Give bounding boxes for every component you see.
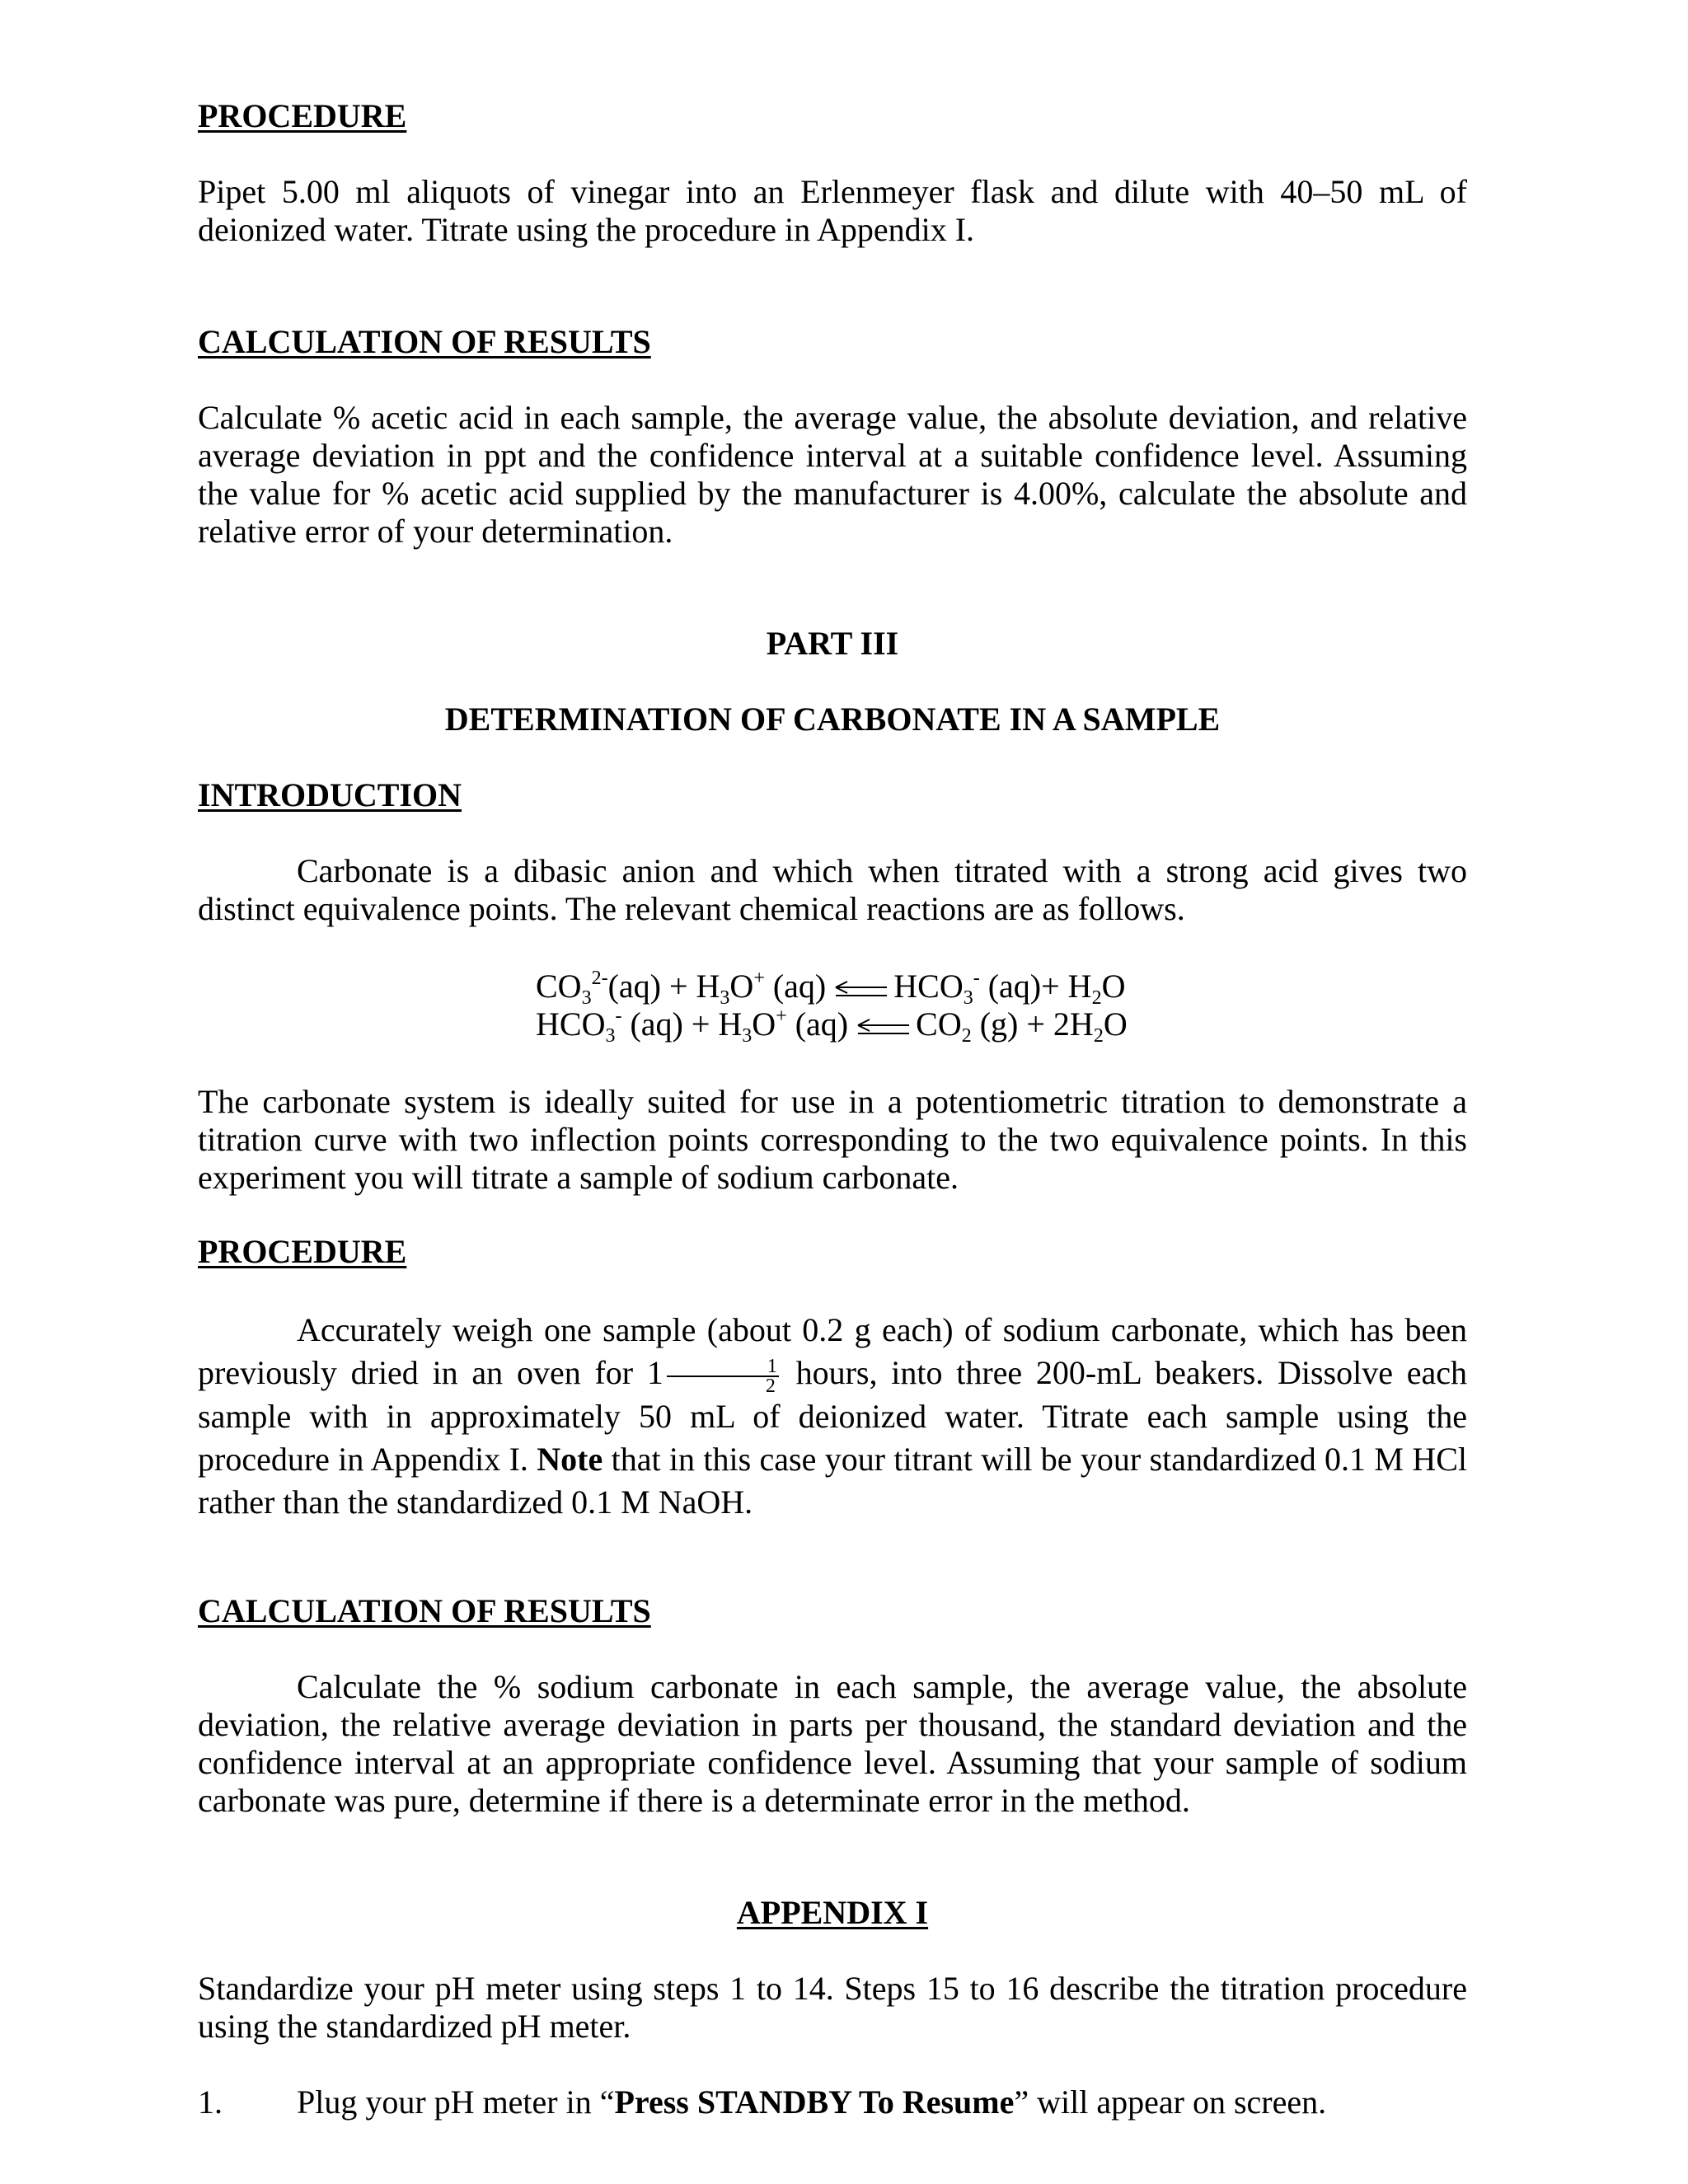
step-item xyxy=(198,2083,1467,2121)
one-half-fraction: $\frac{1}{2}$ xyxy=(667,1357,779,1395)
part-subtitle: DETERMINATION OF CARBONATE IN A SAMPLE xyxy=(444,701,1221,738)
equation-1: $CO_3^{2-}(aq) + H_3O^+$ (aq) $HCO_3^-$ $(aq)+ H_2O$ xyxy=(536,968,1126,1009)
part-title: PART III xyxy=(766,625,899,662)
appendix-paragraph: Standardize your pH meter using steps 1 to 14. Steps 15 to 16 describe the titration procedure using the standardized pH meter. xyxy=(198,1970,1467,2045)
procedure-heading: PROCEDURE xyxy=(198,97,407,134)
step-text: Plug your pH meter in “Press STANDBY To Resume” will appear on screen. xyxy=(297,2083,1327,2121)
calculation-paragraph-2: Calculate the % sodium carbonate in each sample, the average value, the absolute deviation, the relative average deviation in parts per thousand, the standard deviation and the confidence interval at an appropriate confidence level. Assuming that your sample of sodium carbonate was pure, determine if there is a determinate error in the method. xyxy=(198,1668,1467,1819)
appendix-title: APPENDIX I xyxy=(736,1894,929,1931)
equation-2: $HCO_3^-$ $(aq) + H_3O^+$ (aq) $CO_2$ $(g) + 2H_2O$ xyxy=(536,1005,1128,1047)
step-number: 1. xyxy=(198,2083,223,2121)
calculation-heading: CALCULATION OF RESULTS xyxy=(198,323,651,360)
calculation-paragraph: Calculate % acetic acid in each sample, the average value, the absolute deviation, and relative average deviation in ppt and the confidence interval at a suitable confidence level. Assuming the value for % acetic acid supplied by the manufacturer is 4.00%, calculate the absolute and relative error of your determination. xyxy=(198,399,1467,550)
procedure-heading-2: PROCEDURE xyxy=(198,1233,407,1270)
equilibrium-arrow-icon xyxy=(834,980,889,1000)
introduction-paragraph: Carbonate is a dibasic anion and which when titrated with a strong acid gives two distinct equivalence points. The relevant chemical reactions are as follows. xyxy=(198,852,1467,927)
carbonate-system-paragraph: The carbonate system is ideally suited for use in a potentiometric titration to demonstrate a titration curve with two inflection points corresponding to the two equivalence points. In this experiment you will titrate a sample of sodium carbonate. xyxy=(198,1083,1467,1196)
equilibrium-arrow-icon xyxy=(856,1018,911,1038)
procedure-paragraph: Pipet 5.00 ml aliquots of vinegar into an Erlenmeyer flask and dilute with 40–50 mL of deionized water. Titrate using the procedure in Appendix I. xyxy=(198,173,1467,248)
procedure-paragraph-2: Accurately weigh one sample (about 0.2 g each) of sodium carbonate, which has been previously dried in an oven for 1 $\frac{1}{2}$ hours, into three 200-mL beakers. Dissolve each sample with in approximately 50 mL of deionized water. Titrate each sample using the procedure in Appendix I. Note that in this case your titrant will be your standardized 0.1 M HCl rather than the standardized 0.1 M NaOH. xyxy=(198,1311,1467,1521)
introduction-heading: INTRODUCTION xyxy=(198,776,462,813)
calculation-heading-2: CALCULATION OF RESULTS xyxy=(198,1592,651,1629)
